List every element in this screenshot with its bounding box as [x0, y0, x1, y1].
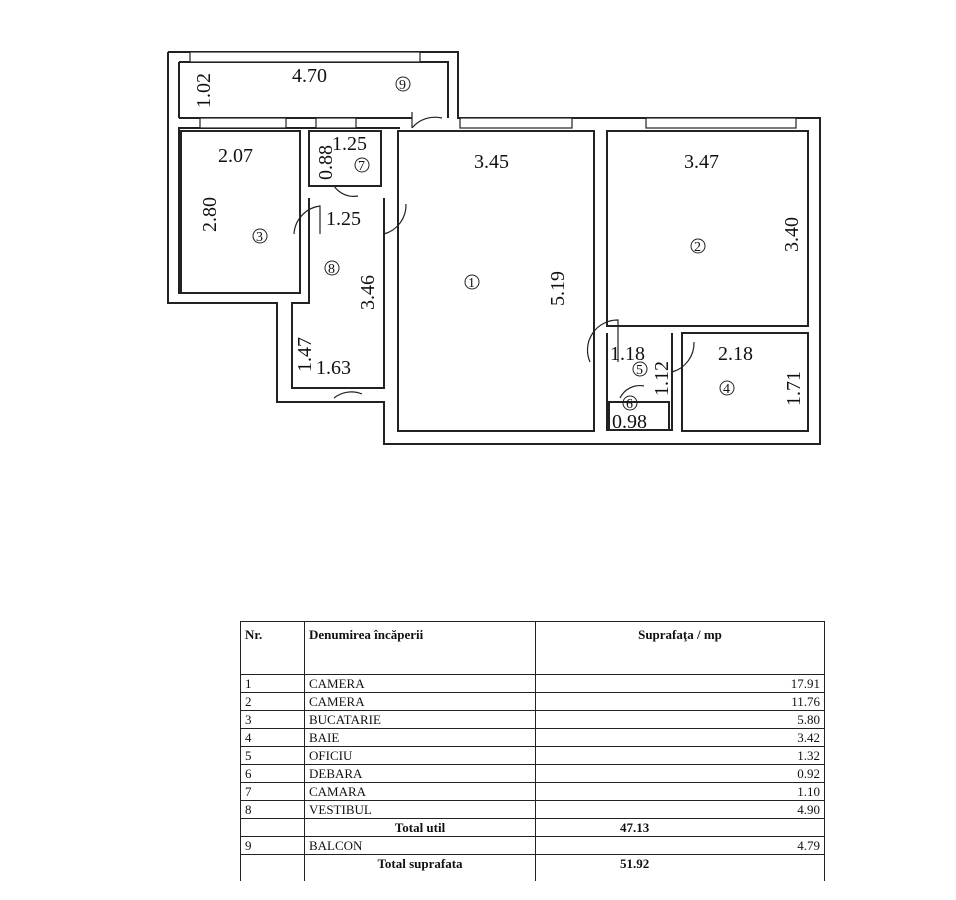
- header-nr: Nr.: [241, 622, 305, 675]
- cell-nr: 5: [241, 747, 305, 765]
- cell-nr: 8: [241, 801, 305, 819]
- total-util-label: Total util: [305, 819, 536, 837]
- cell-area: 1.32: [536, 747, 825, 765]
- cell-nr: 9: [241, 837, 305, 855]
- cell-name: CAMARA: [305, 783, 536, 801]
- room-marker-9: [396, 77, 410, 93]
- header-area: Suprafaţa / mp: [536, 622, 825, 675]
- svg-text:2: 2: [694, 240, 701, 255]
- table-row: [241, 747, 825, 765]
- windows: [190, 52, 796, 128]
- dim-room1-length: 5.19: [547, 271, 569, 306]
- cell-area: 5.80: [536, 711, 825, 729]
- svg-text:7: 7: [358, 159, 365, 174]
- table-row: [241, 729, 825, 747]
- dim-storage-width: 0.98: [612, 411, 647, 433]
- dim-bath-width: 2.18: [718, 343, 753, 365]
- table-row: [241, 675, 825, 693]
- svg-text:9: 9: [399, 78, 406, 93]
- dim-office-width: 1.18: [610, 343, 645, 365]
- balcony-row: [241, 837, 825, 855]
- cell-area: 1.10: [536, 783, 825, 801]
- room-marker-7: [355, 158, 369, 174]
- cell-area: 17.91: [536, 675, 825, 693]
- dim-balcony-length: 4.70: [292, 65, 327, 87]
- room-marker-1: [465, 275, 479, 291]
- svg-text:5: 5: [636, 363, 643, 378]
- cell-area: 4.90: [536, 801, 825, 819]
- cell-nr: 6: [241, 765, 305, 783]
- cell-name: CAMERA: [305, 675, 536, 693]
- cell-nr: 2: [241, 693, 305, 711]
- room-marker-6: [623, 396, 637, 412]
- dim-pantry-width: 1.25: [332, 133, 367, 155]
- table-row: [241, 693, 825, 711]
- cell-area: 0.92: [536, 765, 825, 783]
- dim-room1-width: 3.45: [474, 151, 509, 173]
- room-marker-8: [325, 261, 339, 277]
- svg-text:1: 1: [468, 276, 475, 291]
- table-row: [241, 783, 825, 801]
- cell-area: 3.42: [536, 729, 825, 747]
- cell-empty: [241, 819, 305, 837]
- table-header-row: [241, 622, 825, 675]
- dim-office-length: 1.12: [651, 361, 673, 396]
- table-row: [241, 801, 825, 819]
- dim-hall-length: 3.46: [357, 275, 379, 310]
- area-table: [240, 621, 825, 881]
- dim-entry-width: 1.63: [316, 357, 351, 379]
- dim-kitchen-width: 2.07: [218, 145, 253, 167]
- cell-name: DEBARA: [305, 765, 536, 783]
- svg-text:3: 3: [256, 230, 263, 245]
- cell-name: BAIE: [305, 729, 536, 747]
- cell-empty: [241, 855, 305, 882]
- table-row: [241, 711, 825, 729]
- dim-room2-length: 3.40: [781, 217, 803, 252]
- svg-text:6: 6: [626, 397, 633, 412]
- table-row: [241, 765, 825, 783]
- dim-pantry-depth: 0.88: [315, 145, 337, 180]
- total-surface-value: 51.92: [536, 855, 825, 882]
- svg-text:8: 8: [328, 262, 335, 277]
- svg-text:4: 4: [723, 382, 730, 397]
- cell-name: OFICIU: [305, 747, 536, 765]
- total-util-value: 47.13: [536, 819, 825, 837]
- dim-hall-width: 1.25: [326, 208, 361, 230]
- total-surface-row: [241, 855, 825, 882]
- total-util-row: [241, 819, 825, 837]
- header-name: Denumirea încăperii: [305, 622, 536, 675]
- dim-room2-width: 3.47: [684, 151, 719, 173]
- cell-nr: 1: [241, 675, 305, 693]
- dim-bath-length: 1.71: [783, 371, 805, 406]
- cell-area: 11.76: [536, 693, 825, 711]
- room-marker-2: [691, 239, 705, 255]
- dim-entry-depth: 1.47: [294, 337, 316, 372]
- room-marker-3: [253, 229, 267, 245]
- room-marker-5: [633, 362, 647, 378]
- dim-balcony-depth: 1.02: [193, 73, 215, 108]
- cell-area: 4.79: [536, 837, 825, 855]
- cell-name: BALCON: [305, 837, 536, 855]
- total-surface-label: Total suprafata: [305, 855, 536, 882]
- cell-name: CAMERA: [305, 693, 536, 711]
- room-marker-4: [720, 381, 734, 397]
- cell-name: VESTIBUL: [305, 801, 536, 819]
- cell-nr: 4: [241, 729, 305, 747]
- cell-name: BUCATARIE: [305, 711, 536, 729]
- dim-kitchen-depth: 2.80: [199, 197, 221, 232]
- cell-nr: 3: [241, 711, 305, 729]
- cell-nr: 7: [241, 783, 305, 801]
